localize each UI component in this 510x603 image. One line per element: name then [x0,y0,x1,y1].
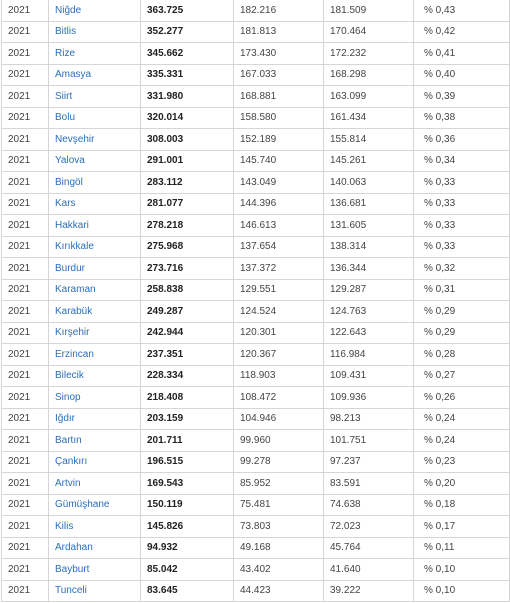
total-population-cell: 218.408 [141,387,234,409]
table-row [2,494,510,516]
population-share-cell: % 0,42 [414,21,510,43]
total-population-cell: 150.119 [141,494,234,516]
province-link[interactable]: Gümüşhane [55,499,110,511]
male-population-cell: 173.430 [234,43,324,65]
province-link[interactable]: Sinop [55,391,81,403]
table-row [2,86,510,108]
province-link[interactable]: Karabük [55,305,93,317]
province-cell [49,0,141,21]
year-cell: 2021 [2,301,49,323]
female-population-cell: 136.344 [324,258,414,280]
table-row [2,322,510,344]
population-share-cell: % 0,36 [414,129,510,151]
population-share-cell: % 0,41 [414,43,510,65]
male-population-cell: 168.881 [234,86,324,108]
year-cell: 2021 [2,21,49,43]
total-population-cell: 291.001 [141,150,234,172]
table-row [2,559,510,581]
population-share-cell: % 0,40 [414,64,510,86]
table-row [2,258,510,280]
province-link[interactable]: Yalova [55,155,85,167]
year-cell: 2021 [2,64,49,86]
province-link[interactable]: Siirt [55,90,73,102]
male-population-cell: 118.903 [234,365,324,387]
total-population-cell: 320.014 [141,107,234,129]
population-table-body [2,0,510,602]
year-cell: 2021 [2,387,49,409]
male-population-cell: 73.803 [234,516,324,538]
male-population-cell: 99.278 [234,451,324,473]
population-share-cell: % 0,17 [414,516,510,538]
male-population-cell: 146.613 [234,215,324,237]
province-cell [49,344,141,366]
year-cell: 2021 [2,344,49,366]
female-population-cell: 170.464 [324,21,414,43]
population-share-cell: % 0,29 [414,322,510,344]
table-row [2,301,510,323]
table-row [2,215,510,237]
year-cell: 2021 [2,86,49,108]
female-population-cell: 101.751 [324,430,414,452]
male-population-cell: 137.654 [234,236,324,258]
table-row [2,129,510,151]
table-row [2,451,510,473]
province-cell [49,172,141,194]
male-population-cell: 152.189 [234,129,324,151]
year-cell: 2021 [2,451,49,473]
population-share-cell: % 0,11 [414,537,510,559]
province-cell [49,580,141,602]
table-row [2,236,510,258]
province-link[interactable]: Karaman [55,284,96,296]
table-row [2,21,510,43]
province-cell [49,64,141,86]
table-row [2,365,510,387]
year-cell: 2021 [2,516,49,538]
year-cell: 2021 [2,279,49,301]
total-population-cell: 237.351 [141,344,234,366]
female-population-cell: 131.605 [324,215,414,237]
province-cell [49,301,141,323]
female-population-cell: 74.638 [324,494,414,516]
year-cell: 2021 [2,580,49,602]
province-cell [49,129,141,151]
province-link[interactable]: Kırıkkale [55,241,94,253]
total-population-cell: 83.645 [141,580,234,602]
total-population-cell: 203.159 [141,408,234,430]
province-link[interactable]: Bolu [55,112,76,124]
province-link[interactable]: Ardahan [55,542,93,554]
province-cell [49,43,141,65]
table-row [2,408,510,430]
province-cell [49,279,141,301]
province-link[interactable]: Tunceli [55,585,87,597]
female-population-cell: 155.814 [324,129,414,151]
table-row [2,43,510,65]
total-population-cell: 273.716 [141,258,234,280]
year-cell: 2021 [2,129,49,151]
total-population-cell: 278.218 [141,215,234,237]
table-row [2,107,510,129]
male-population-cell: 181.813 [234,21,324,43]
population-share-cell: % 0,24 [414,408,510,430]
population-share-cell: % 0,34 [414,150,510,172]
male-population-cell: 49.168 [234,537,324,559]
population-share-cell: % 0,39 [414,86,510,108]
total-population-cell: 345.662 [141,43,234,65]
population-share-cell: % 0,33 [414,236,510,258]
province-cell [49,322,141,344]
male-population-cell: 44.423 [234,580,324,602]
year-cell: 2021 [2,215,49,237]
total-population-cell: 169.543 [141,473,234,495]
year-cell: 2021 [2,408,49,430]
table-row [2,537,510,559]
year-cell: 2021 [2,559,49,581]
male-population-cell: 85.952 [234,473,324,495]
female-population-cell: 72.023 [324,516,414,538]
female-population-cell: 129.287 [324,279,414,301]
year-cell: 2021 [2,473,49,495]
female-population-cell: 145.261 [324,150,414,172]
total-population-cell: 85.042 [141,559,234,581]
province-cell [49,215,141,237]
table-row [2,516,510,538]
male-population-cell: 145.740 [234,150,324,172]
total-population-cell: 201.711 [141,430,234,452]
province-link[interactable]: Bayburt [55,563,90,575]
province-link[interactable]: Kars [55,198,76,210]
total-population-cell: 94.932 [141,537,234,559]
province-cell [49,430,141,452]
female-population-cell: 163.099 [324,86,414,108]
year-cell: 2021 [2,236,49,258]
province-link[interactable]: Bingöl [55,176,83,188]
province-cell [49,537,141,559]
total-population-cell: 249.287 [141,301,234,323]
female-population-cell: 140.063 [324,172,414,194]
female-population-cell: 136.681 [324,193,414,215]
province-cell [49,236,141,258]
province-link[interactable]: Niğde [55,4,82,16]
total-population-cell: 331.980 [141,86,234,108]
province-link[interactable]: Bitlis [55,26,77,38]
population-share-cell: % 0,27 [414,365,510,387]
province-link[interactable]: Artvin [55,477,81,489]
province-cell [49,559,141,581]
year-cell: 2021 [2,43,49,65]
male-population-cell: 129.551 [234,279,324,301]
year-cell: 2021 [2,322,49,344]
table-row [2,172,510,194]
province-cell [49,258,141,280]
province-cell [49,516,141,538]
table-row [2,64,510,86]
female-population-cell: 109.936 [324,387,414,409]
male-population-cell: 144.396 [234,193,324,215]
population-share-cell: % 0,23 [414,451,510,473]
province-link[interactable]: Rize [55,47,76,59]
population-share-cell: % 0,10 [414,580,510,602]
female-population-cell: 122.643 [324,322,414,344]
province-cell [49,193,141,215]
population-share-cell: % 0,24 [414,430,510,452]
male-population-cell: 108.472 [234,387,324,409]
province-cell [49,387,141,409]
table-row [2,344,510,366]
male-population-cell: 99.960 [234,430,324,452]
year-cell: 2021 [2,193,49,215]
male-population-cell: 137.372 [234,258,324,280]
province-cell [49,451,141,473]
male-population-cell: 120.301 [234,322,324,344]
total-population-cell: 308.003 [141,129,234,151]
total-population-cell: 363.725 [141,0,234,21]
year-cell: 2021 [2,0,49,21]
total-population-cell: 145.826 [141,516,234,538]
province-link[interactable]: Hakkari [55,219,89,231]
population-share-cell: % 0,33 [414,215,510,237]
population-share-cell: % 0,33 [414,172,510,194]
year-cell: 2021 [2,494,49,516]
table-row [2,430,510,452]
total-population-cell: 242.944 [141,322,234,344]
female-population-cell: 41.640 [324,559,414,581]
province-link[interactable]: Bilecik [55,370,84,382]
male-population-cell: 158.580 [234,107,324,129]
table-row [2,193,510,215]
province-link[interactable]: Çankırı [55,456,88,468]
total-population-cell: 228.334 [141,365,234,387]
province-link[interactable]: Kilis [55,520,74,532]
table-row [2,473,510,495]
population-share-cell: % 0,43 [414,0,510,21]
province-cell [49,150,141,172]
male-population-cell: 182.216 [234,0,324,21]
population-share-cell: % 0,26 [414,387,510,409]
year-cell: 2021 [2,365,49,387]
female-population-cell: 83.591 [324,473,414,495]
total-population-cell: 258.838 [141,279,234,301]
year-cell: 2021 [2,537,49,559]
female-population-cell: 161.434 [324,107,414,129]
female-population-cell: 181.509 [324,0,414,21]
year-cell: 2021 [2,258,49,280]
province-link[interactable]: Kırşehir [55,327,90,339]
table-row [2,0,510,21]
female-population-cell: 172.232 [324,43,414,65]
table-row [2,279,510,301]
province-link[interactable]: Nevşehir [55,133,95,145]
total-population-cell: 196.515 [141,451,234,473]
population-share-cell: % 0,10 [414,559,510,581]
province-link[interactable]: Amasya [55,69,92,81]
population-share-cell: % 0,20 [414,473,510,495]
female-population-cell: 39.222 [324,580,414,602]
male-population-cell: 124.524 [234,301,324,323]
year-cell: 2021 [2,172,49,194]
population-share-cell: % 0,28 [414,344,510,366]
year-cell: 2021 [2,107,49,129]
table-row [2,387,510,409]
female-population-cell: 138.314 [324,236,414,258]
province-link[interactable]: Iğdır [55,413,76,425]
table-row [2,580,510,602]
female-population-cell: 116.984 [324,344,414,366]
female-population-cell: 124.763 [324,301,414,323]
table-row [2,150,510,172]
total-population-cell: 281.077 [141,193,234,215]
province-cell [49,86,141,108]
total-population-cell: 283.112 [141,172,234,194]
province-cell [49,473,141,495]
male-population-cell: 104.946 [234,408,324,430]
total-population-cell: 335.331 [141,64,234,86]
female-population-cell: 45.764 [324,537,414,559]
female-population-cell: 98.213 [324,408,414,430]
population-share-cell: % 0,29 [414,301,510,323]
female-population-cell: 97.237 [324,451,414,473]
male-population-cell: 167.033 [234,64,324,86]
male-population-cell: 75.481 [234,494,324,516]
province-link[interactable]: Bartın [55,434,82,446]
province-link[interactable]: Erzincan [55,348,94,360]
province-cell [49,408,141,430]
female-population-cell: 109.431 [324,365,414,387]
population-table [1,0,510,602]
province-cell [49,494,141,516]
population-share-cell: % 0,38 [414,107,510,129]
province-cell [49,21,141,43]
male-population-cell: 143.049 [234,172,324,194]
year-cell: 2021 [2,150,49,172]
male-population-cell: 43.402 [234,559,324,581]
male-population-cell: 120.367 [234,344,324,366]
population-share-cell: % 0,33 [414,193,510,215]
year-cell: 2021 [2,430,49,452]
female-population-cell: 168.298 [324,64,414,86]
province-cell [49,107,141,129]
province-link[interactable]: Burdur [55,262,86,274]
population-share-cell: % 0,32 [414,258,510,280]
province-cell [49,365,141,387]
population-share-cell: % 0,18 [414,494,510,516]
population-share-cell: % 0,31 [414,279,510,301]
total-population-cell: 275.968 [141,236,234,258]
total-population-cell: 352.277 [141,21,234,43]
